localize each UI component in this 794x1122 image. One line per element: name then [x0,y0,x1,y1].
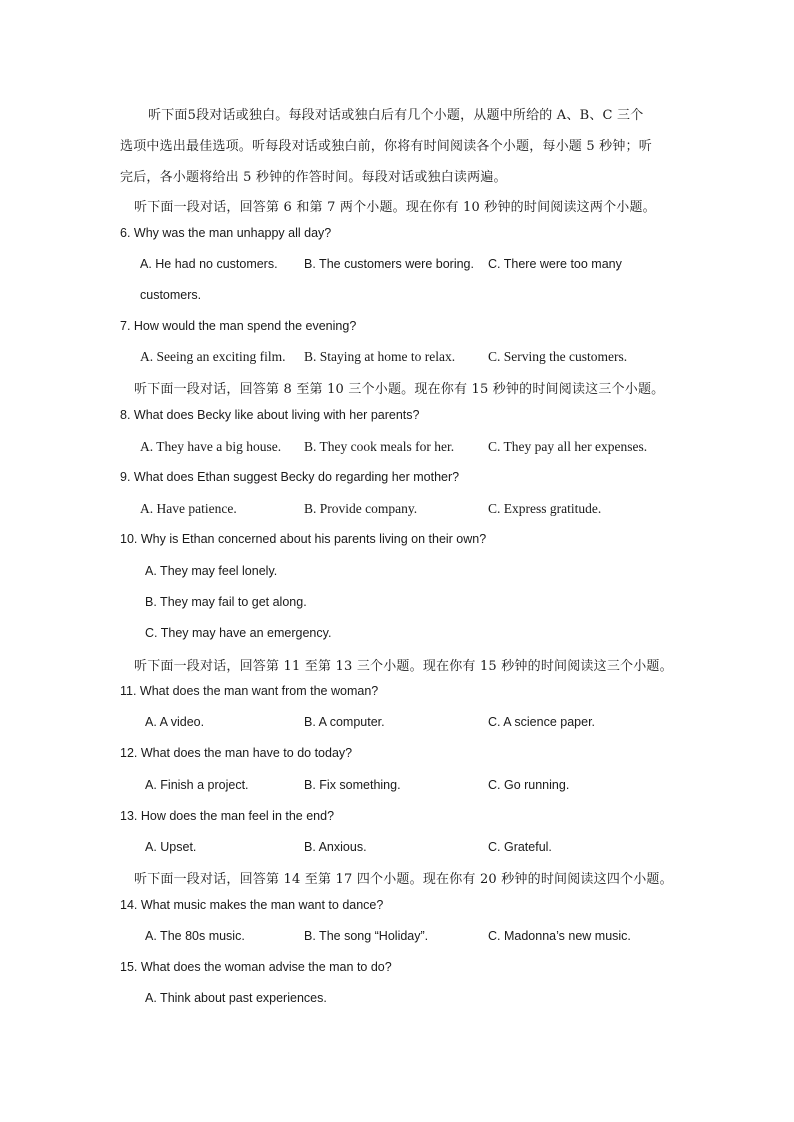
option-6c: C. There were too many [488,257,622,271]
option-13c: C. Grateful. [488,840,552,854]
option-9c: C. Express gratitude. [488,501,602,516]
option-9b: B. Provide company. [304,501,418,516]
option-6c-continued: customers. [140,288,202,302]
section-instruction: 听下面一段对话，回答第 6 和第 7 两个小题。现在你有 10 秒钟的时间阅读这两个小题。 [134,200,656,215]
question-9: 9. What does Ethan suggest Becky do regarding her mother? [120,470,460,484]
question-6: 6. Why was the man unhappy all day? [120,226,332,240]
option-14c: C. Madonna’s new music. [488,929,631,943]
option-15a: A. Think about past experiences. [145,991,327,1005]
option-9a: A. Have patience. [140,501,237,516]
option-13b: B. Anxious. [304,840,367,854]
option-12c: C. Go running. [488,778,570,792]
question-7: 7. How would the man spend the evening? [120,319,357,333]
section-instruction: 听下面一段对话，回答第 8 至第 10 三个小题。现在你有 15 秒钟的时间阅读这三个小题。 [134,382,665,397]
option-8a: A. They have a big house. [140,439,282,454]
option-12a: A. Finish a project. [145,778,249,792]
section-instruction: 听下面一段对话，回答第 11 至第 13 三个小题。现在你有 15 秒钟的时间阅读这三个小题。 [134,659,673,674]
question-14: 14. What music makes the man want to dance? [120,898,384,912]
intro-line-2: 选项中选出最佳选项。听每段对话或独白前，你将有时间阅读各个小题，每小题 5 秒钟；听 [120,139,652,154]
option-8c: C. They pay all her expenses. [488,439,648,454]
option-7c: C. Serving the customers. [488,349,628,364]
question-10: 10. Why is Ethan concerned about his parents living on their own? [120,532,487,546]
question-12: 12. What does the man have to do today? [120,746,353,760]
question-15: 15. What does the woman advise the man to do? [120,960,392,974]
section-instruction: 听下面一段对话，回答第 14 至第 17 四个小题。现在你有 20 秒钟的时间阅读这四个小题。 [134,872,673,887]
option-10a: A. They may feel lonely. [145,564,278,578]
question-13: 13. How does the man feel in the end? [120,809,335,823]
option-8b: B. They cook meals for her. [304,439,455,454]
option-11a: A. A video. [145,715,205,729]
question-8: 8. What does Becky like about living with her parents? [120,408,420,422]
option-13a: A. Upset. [145,840,197,854]
option-14a: A. The 80s music. [145,929,245,943]
option-10b: B. They may fail to get along. [145,595,307,609]
intro-line-1: 听下面5段对话或独白。每段对话或独白后有几个小题，从题中所给的 A、B、C 三个 [148,108,644,123]
option-11c: C. A science paper. [488,715,596,729]
question-11: 11. What does the man want from the woman? [120,684,379,698]
option-6b: B. The customers were boring. [304,257,474,271]
option-14b: B. The song “Holiday”. [304,929,429,943]
option-11b: B. A computer. [304,715,385,729]
option-6a: A. He had no customers. [140,257,278,271]
option-7a: A. Seeing an exciting film. [140,349,286,364]
intro-line-3: 完后，各小题将给出 5 秒钟的作答时间。每段对话或独白读两遍。 [120,170,507,185]
option-12b: B. Fix something. [304,778,401,792]
option-7b: B. Staying at home to relax. [304,349,456,364]
option-10c: C. They may have an emergency. [145,626,332,640]
